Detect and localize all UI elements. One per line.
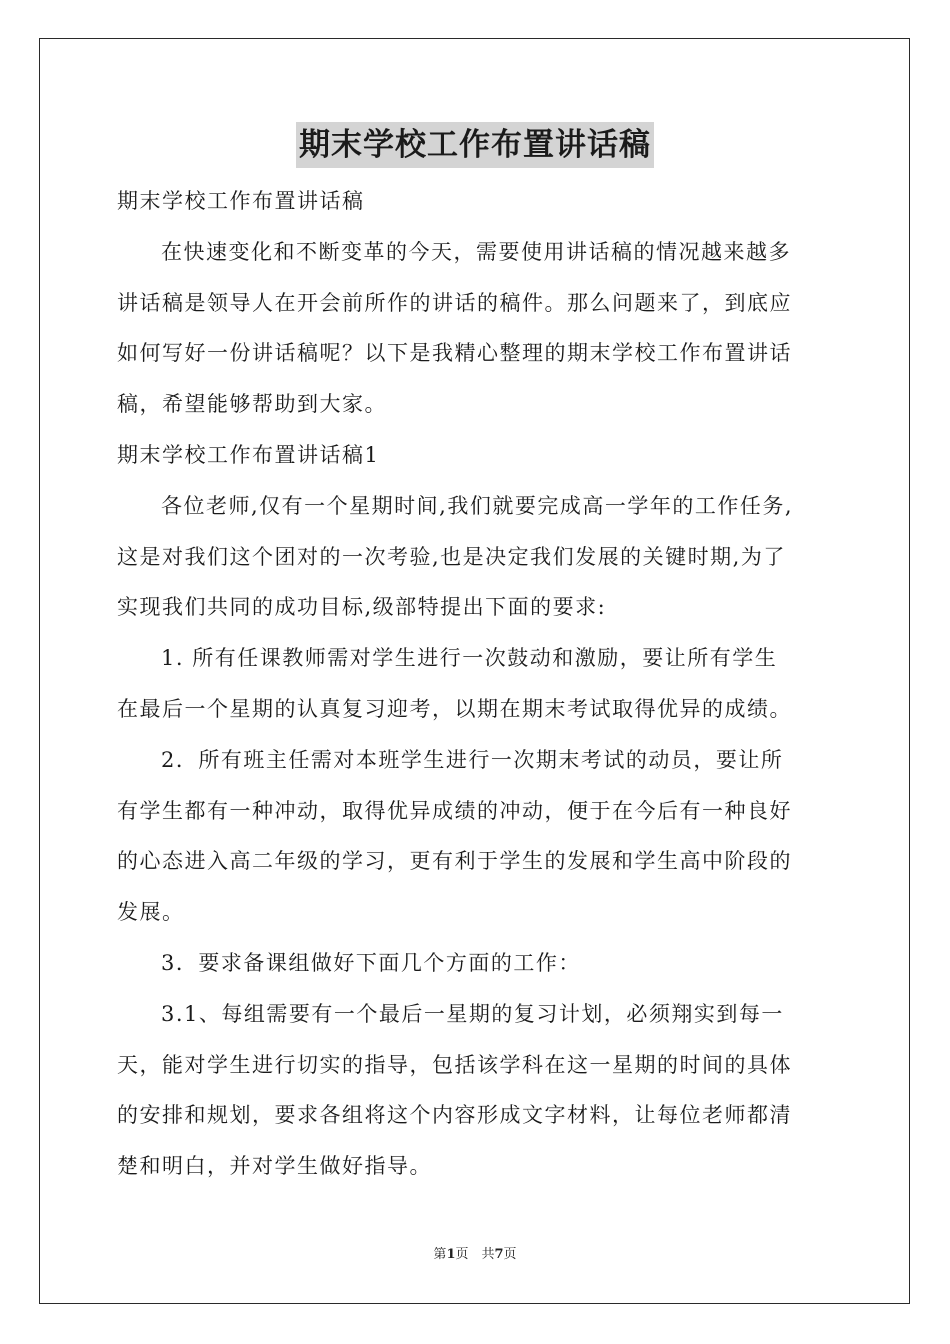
text-line: 有学生都有一种冲动，取得优异成绩的冲动，便于在今后有一种良好 <box>117 798 792 823</box>
text-line: 的安排和规划，要求各组将这个内容形成文字材料，让每位老师都清 <box>117 1103 792 1128</box>
text-line: 如何写好一份讲话稿呢？以下是我精心整理的期末学校工作布置讲话 <box>117 341 792 366</box>
text-line: 的心态进入高二年级的学习，更有利于学生的发展和学生高中阶段的 <box>117 849 792 874</box>
document-title: 期末学校工作布置讲话稿 <box>296 122 654 168</box>
footer-page-suffix: 页 <box>503 1247 517 1262</box>
text-line: 发展。 <box>117 900 185 925</box>
text-line: 3．要求备课组做好下面几个方面的工作： <box>161 950 581 975</box>
text-line: 在快速变化和不断变革的今天，需要使用讲话稿的情况越来越多 <box>161 239 791 264</box>
text-line: 各位老师,仅有一个星期时间,我们就要完成高一学年的工作任务, <box>161 493 794 518</box>
text-line: 期末学校工作布置讲话稿 <box>117 189 365 213</box>
text-line: 3.1、每组需要有一个最后一星期的复习计划，必须翔实到每一 <box>161 1001 784 1026</box>
text-line: 讲话稿是领导人在开会前所作的讲话的稿件。那么问题来了，到底应 <box>117 290 792 315</box>
footer-page-total: 7 <box>494 1247 504 1262</box>
text-line: 实现我们共同的成功目标,级部特提出下面的要求: <box>117 595 607 620</box>
text-line: 期末学校工作布置讲话稿1 <box>117 442 380 467</box>
text-line: 天，能对学生进行切实的指导，包括该学科在这一星期的时间的具体 <box>117 1052 792 1077</box>
text-line: 楚和明白，并对学生做好指导。 <box>117 1154 432 1179</box>
footer-page-prefix: 第 <box>433 1247 447 1262</box>
page-footer <box>0 1246 950 1264</box>
footer-page-mid: 页 共 <box>455 1247 495 1262</box>
text-line: 这是对我们这个团对的一次考验,也是决定我们发展的关键时期,为了 <box>117 544 786 569</box>
text-line: 1. 所有任课教师需对学生进行一次鼓动和激励，要让所有学生 <box>161 646 778 671</box>
document-body <box>117 176 835 1192</box>
title-container <box>0 122 950 168</box>
text-line: 在最后一个星期的认真复习迎考，以期在期末考试取得优异的成绩。 <box>117 696 792 721</box>
text-line: 2．所有班主任需对本班学生进行一次期末考试的动员，要让所 <box>161 747 784 772</box>
text-line: 稿，希望能够帮助到大家。 <box>117 392 387 417</box>
footer-page-current: 1 <box>446 1247 456 1262</box>
